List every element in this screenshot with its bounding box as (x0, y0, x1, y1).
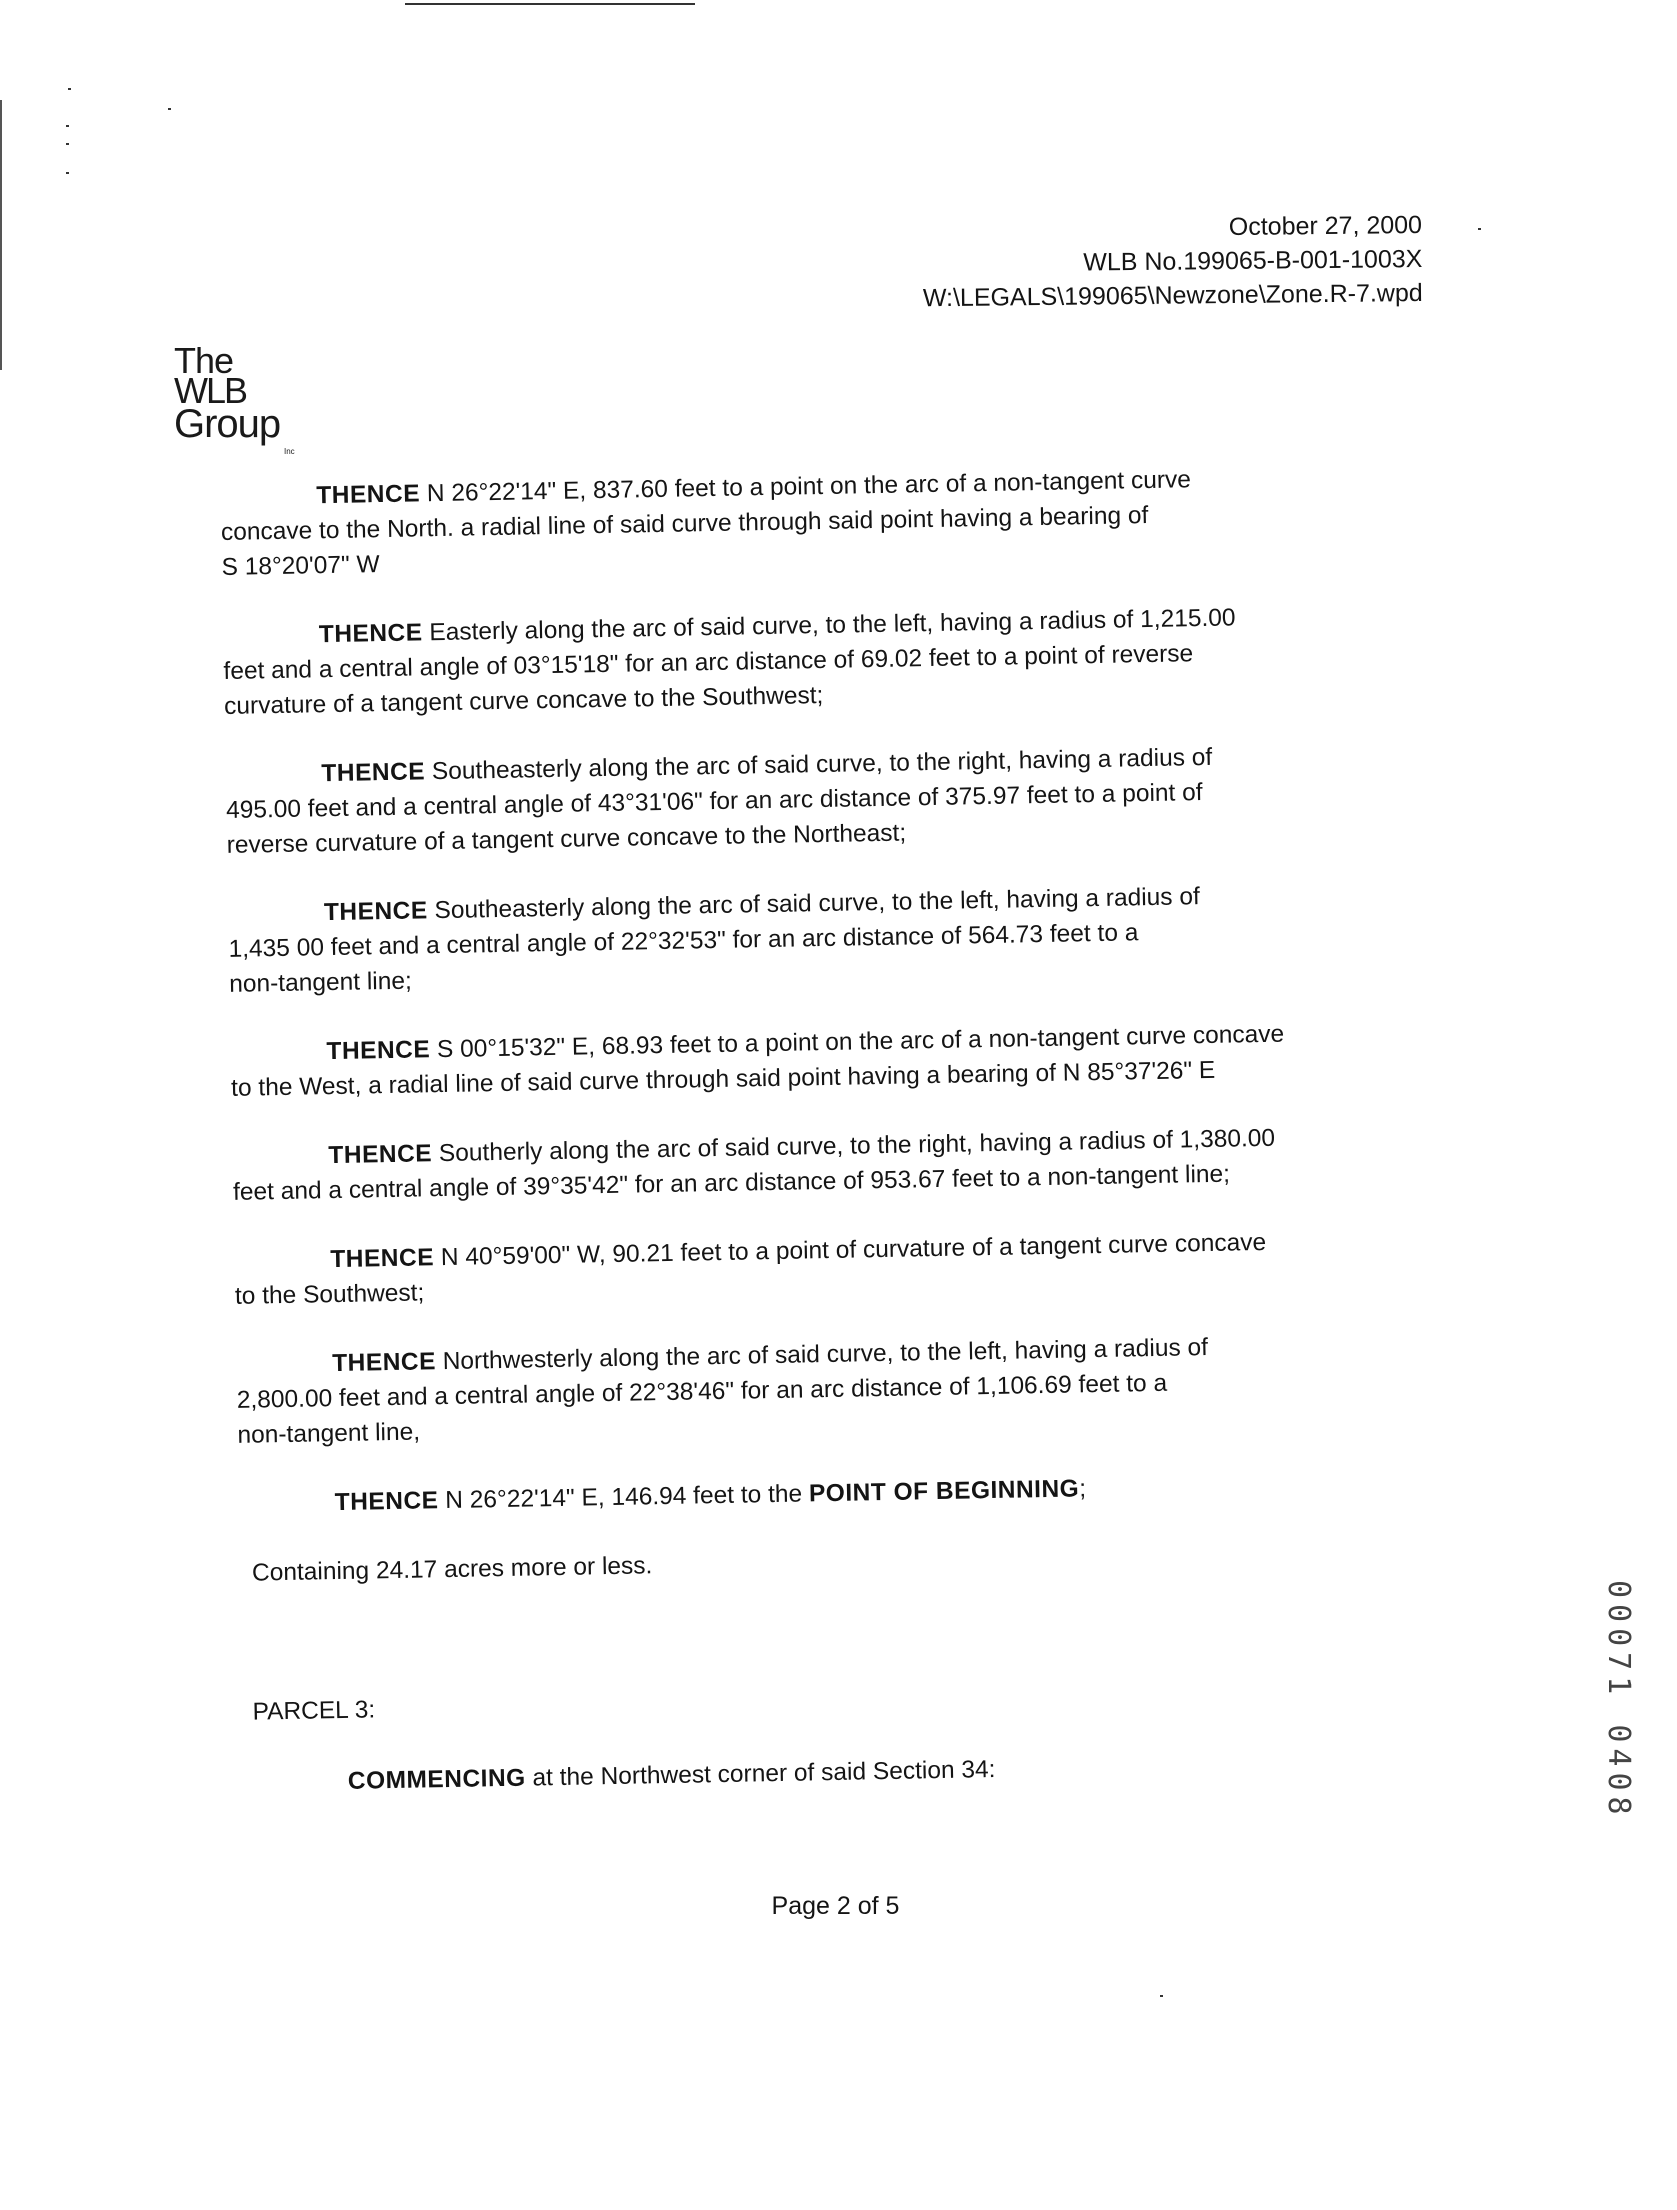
page-number (0, 1892, 1677, 1921)
thence-paragraph (234, 1222, 1435, 1314)
scan-speck (66, 172, 69, 174)
thence-keyword: THENCE (326, 1036, 431, 1066)
thence-keyword: THENCE (334, 1487, 439, 1517)
final-thence-text: N 26°22'14" E, 146.94 feet to the (438, 1480, 810, 1515)
thence-keyword: THENCE (316, 480, 421, 510)
paragraph-text: non-tangent line, (237, 1418, 421, 1449)
paragraph-text: Southeasterly along the arc of said curve, to the right, having a radius of (424, 743, 1213, 786)
paragraph-text: feet and a central angle of 03°15'18" for an arc distance of 69.02 feet to a point of reverse (223, 640, 1194, 685)
thence-paragraph (220, 458, 1422, 585)
paragraph-text: N 26°22'14" E, 837.60 feet to a point on the arc of a non-tangent curve (419, 466, 1192, 508)
header-file-path: W:\LEGALS\199065\Newzone\Zone.R-7.wpd (922, 278, 1424, 313)
paragraph-text: Southeasterly along the arc of said curve, to the left, having a radius of (427, 883, 1200, 925)
document-header (922, 208, 1423, 315)
thence-paragraph (228, 875, 1430, 1002)
paragraph-text: Easterly along the arc of said curve, to the left, having a radius of 1,215.00 (422, 604, 1236, 647)
scan-speck (1478, 228, 1481, 230)
scan-speck (168, 108, 171, 110)
commencing-keyword: COMMENCING (347, 1764, 526, 1795)
paragraph-text: curvature of a tangent curve concave to the Southwest; (223, 681, 824, 720)
paragraph-text: to the West, a radial line of said curve through said point having a bearing of N 85°37'26" E (230, 1056, 1216, 1102)
paragraph-text: S 18°20'07" W (221, 551, 380, 581)
header-wlb-number: WLB No.199065-B-001-1003X (1083, 244, 1423, 277)
paragraph-text: 1,435 00 feet and a central angle of 22°32'53" for an arc distance of 564.73 feet to a (228, 919, 1139, 963)
scan-artifact-edge (0, 100, 2, 370)
scan-speck (66, 143, 69, 145)
thence-keyword: THENCE (323, 897, 428, 927)
paragraph-text: S 00°15'32" E, 68.93 feet to a point on the arc of a non-tangent curve concave (429, 1020, 1285, 1064)
paragraph-text: feet and a central angle of 39°35'42" for an arc distance of 953.67 feet to a non-tangent line; (232, 1160, 1231, 1206)
final-thence-end: ; (1078, 1475, 1087, 1503)
thence-keyword: THENCE (330, 1244, 435, 1274)
legal-description-body (220, 458, 1444, 1801)
thence-keyword: THENCE (328, 1140, 433, 1170)
scan-speck (1160, 1995, 1163, 1997)
point-of-beginning: POINT OF BEGINNING (808, 1475, 1080, 1508)
paragraph-text: N 40°59'00" W, 90.21 feet to a point of curvature of a tangent curve concave (433, 1228, 1267, 1272)
side-stamp-text: 00071 0408 (1601, 1580, 1636, 1821)
paragraph-text: Northwesterly along the arc of said curve, to the left, having a radius of (435, 1334, 1209, 1376)
paragraph-text: to the Southwest; (234, 1279, 425, 1310)
paragraph-text: concave to the North. a radial line of said curve through said point having a bearing of (220, 501, 1149, 546)
paragraph-text: 2,800.00 feet and a central angle of 22°38'46" for an arc distance of 1,106.69 feet to a (236, 1369, 1168, 1414)
thence-paragraph (236, 1326, 1438, 1453)
containing-statement: Containing 24.17 acres more or less. (251, 1552, 653, 1587)
parcel-heading: PARCEL 3: (252, 1696, 376, 1726)
thence-paragraph (230, 1014, 1431, 1106)
side-stamp (1601, 1580, 1648, 1940)
paragraph-text: non-tangent line; (228, 967, 412, 998)
thence-paragraphs (220, 458, 1438, 1453)
thence-keyword: THENCE (321, 758, 426, 788)
thence-paragraph (223, 597, 1425, 724)
scan-artifact-line (405, 3, 695, 5)
paragraph-text: 495.00 feet and a central angle of 43°31'06" for an arc distance of 375.97 feet to a point of (225, 779, 1203, 824)
thence-keyword: THENCE (331, 1348, 437, 1378)
logo-line-3: Group (174, 402, 281, 446)
paragraph-text: reverse curvature of a tangent curve concave to the Northeast; (226, 819, 907, 859)
commencing-paragraph (348, 1744, 1444, 1799)
header-date: October 27, 2000 (1228, 210, 1423, 242)
page-number-text: Page 2 of 5 (771, 1892, 900, 1920)
final-thence-paragraph (238, 1465, 1438, 1522)
logo-line-2: WLB (174, 370, 247, 411)
logo-line-1: The (174, 340, 234, 381)
thence-paragraph (225, 736, 1427, 863)
logo-suffix: Inc (284, 447, 295, 456)
paragraph-text: Southerly along the arc of said curve, to the right, having a radius of 1,380.00 (431, 1124, 1276, 1168)
scan-speck (68, 88, 71, 90)
scan-speck (66, 125, 69, 127)
commencing-text: at the Northwest corner of said Section 34: (525, 1756, 996, 1792)
thence-paragraph (232, 1118, 1433, 1210)
wlb-group-logo (172, 340, 322, 470)
thence-keyword: THENCE (318, 619, 423, 649)
